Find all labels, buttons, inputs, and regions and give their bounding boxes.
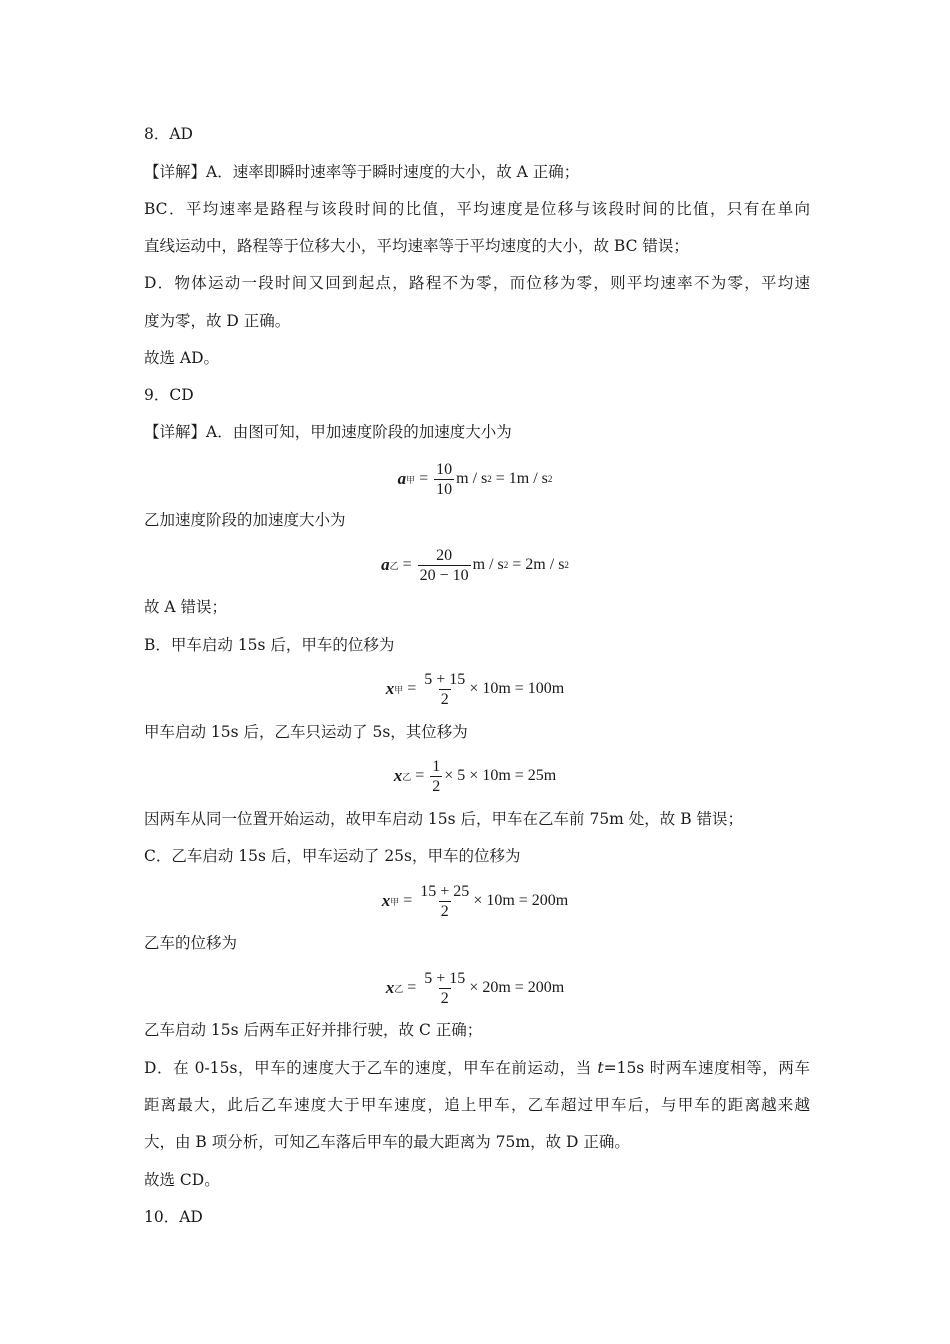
- q9-answer: 故选 CD。: [144, 1171, 220, 1189]
- equation-x-yi-15s: x 乙 = $\frac{5 + 15}{2}$ × 20m = 200m: [385, 969, 565, 1007]
- q8-line-d: D．物体运动一段时间又回到起点，路程不为零，而位移为零，则平均速率不为零，平均速: [144, 274, 810, 292]
- q9-header: 9．CD: [144, 386, 194, 404]
- equation-a-yi: a 乙 = $\frac{20}{20 - 10}$ m / s 2 = 2m / s 2: [381, 546, 569, 584]
- q9-d-line3: 大，由 B 项分析，可知乙车落后甲车的最大距离为 75m，故 D 正确。: [144, 1133, 630, 1151]
- q8-line-bc-cont: 直线运动中，路程等于位移大小，平均速率等于平均速度的大小，故 BC 错误；: [144, 237, 689, 255]
- q8-answer: 故选 AD。: [144, 349, 220, 367]
- q8-line-a: 【详解】A．速率即瞬时速率等于瞬时速度的大小，故 A 正确；: [144, 163, 580, 181]
- equation-x-jia-15s: x 甲 = $\frac{5 + 15}{2}$ × 10m = 100m: [385, 670, 565, 708]
- q9-a-intro: 【详解】A．由图可知，甲加速度阶段的加速度大小为: [144, 423, 512, 441]
- q10-header: 10．AD: [144, 1208, 203, 1226]
- q8-line-bc: BC．平均速率是路程与该段时间的比值，平均速度是位移与该段时间的比值，只有在单向: [144, 200, 810, 218]
- q9-c-line3: 乙车启动 15s 后两车正好并排行驶，故 C 正确；: [144, 1021, 483, 1039]
- q9-b-line3: 因两车从同一位置开始运动，故甲车启动 15s 后，甲车在乙车前 75m 处，故 B 错误；: [144, 810, 744, 828]
- equation-x-jia-25s: x 甲 = $\frac{15 + 25}{2}$ × 10m = 200m: [381, 882, 569, 920]
- q9-a-conclusion: 故 A 错误；: [144, 598, 228, 616]
- q9-b-line1: B．甲车启动 15s 后，甲车的位移为: [144, 636, 395, 654]
- q8-header: 8．AD: [144, 125, 193, 143]
- q8-line-d-cont: 度为零，故 D 正确。: [144, 312, 291, 330]
- q9-b-intro: 乙加速度阶段的加速度大小为: [144, 511, 346, 529]
- equation-x-yi-5s: x 乙 = $\frac{1}{2}$ × 5 × 10m = 25m: [393, 757, 557, 795]
- q9-d-line2: 距离最大，此后乙车速度大于甲车速度，追上甲车，乙车超过甲车后，与甲车的距离越来越: [144, 1096, 810, 1114]
- equation-a-jia: a 甲 = $\frac{10}{10}$ m / s 2 = 1m / s 2: [397, 460, 553, 498]
- q9-c-line1: C．乙车启动 15s 后，甲车运动了 25s，甲车的位移为: [144, 847, 521, 865]
- q9-c-line2: 乙车的位移为: [144, 934, 238, 952]
- q9-b-line2: 甲车启动 15s 后，乙车只运动了 5s，其位移为: [144, 723, 468, 741]
- q9-d-line1: D．在 0-15s，甲车的速度大于乙车的速度，甲车在前运动，当 t=15s 时两车速度相等，两车: [144, 1059, 811, 1077]
